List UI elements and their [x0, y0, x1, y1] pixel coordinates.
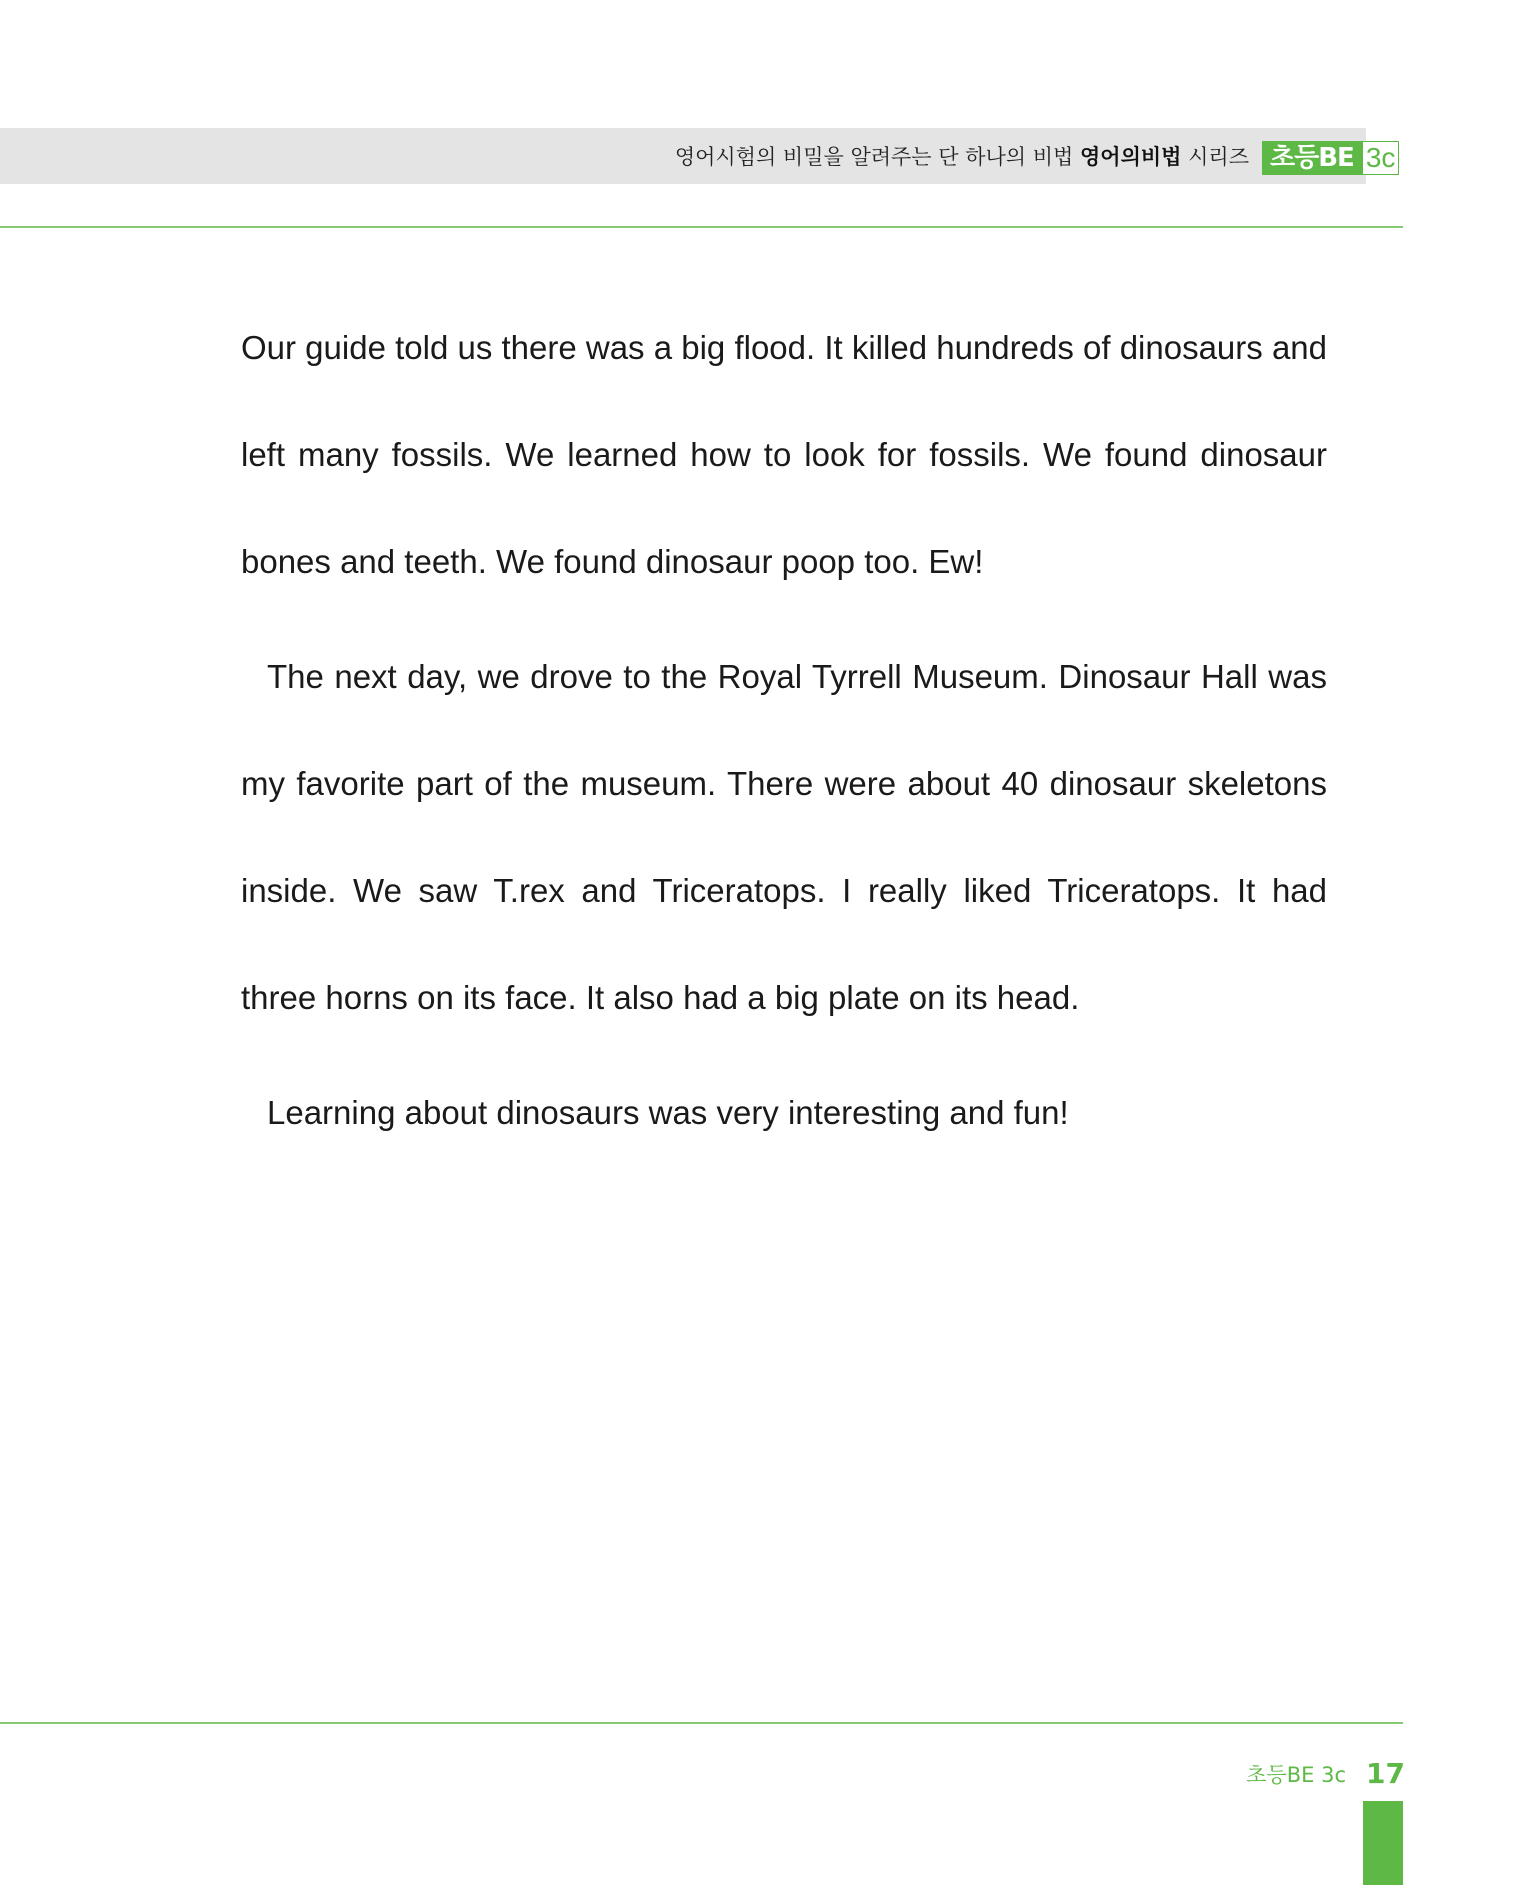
brand-logo — [1262, 141, 1399, 175]
footer-accent-bar — [1363, 1801, 1403, 1885]
series-name: 영어의비법 — [1080, 145, 1182, 169]
page-number: 17 — [1366, 1757, 1405, 1790]
story-text — [241, 294, 1327, 1166]
paragraph-1: Our guide told us there was a big flood. It killed hundreds of dinosaurs and left many fossils. We learned how to look for fossils. We found dinosaur bones and teeth. We found dinosaur poop too. Ew! — [241, 329, 1328, 580]
footer-book-label: 초등BE 3c — [1246, 1763, 1346, 1787]
paragraph-2: The next day, we drove to the Royal Tyrrell Museum. Dinosaur Hall was my favorite part of the museum. There were about 40 dinosaur skeletons inside. We saw T.rex and Triceratops. I really liked Triceratops. It had three horns on its face. It also had a big plate on its head. — [241, 658, 1327, 1016]
top-divider — [0, 226, 1403, 228]
brand-name: 초등BE — [1262, 141, 1362, 175]
paragraph-3: Learning about dinosaurs was very interesting and fun! — [267, 1094, 1069, 1131]
brand-level: 3c — [1362, 141, 1400, 175]
series-tagline — [675, 144, 1249, 170]
series-prefix: 영어시험의 비밀을 알려주는 단 하나의 비법 — [674, 145, 1081, 169]
bottom-divider — [0, 1722, 1403, 1724]
series-suffix: 시리즈 — [1181, 145, 1249, 169]
